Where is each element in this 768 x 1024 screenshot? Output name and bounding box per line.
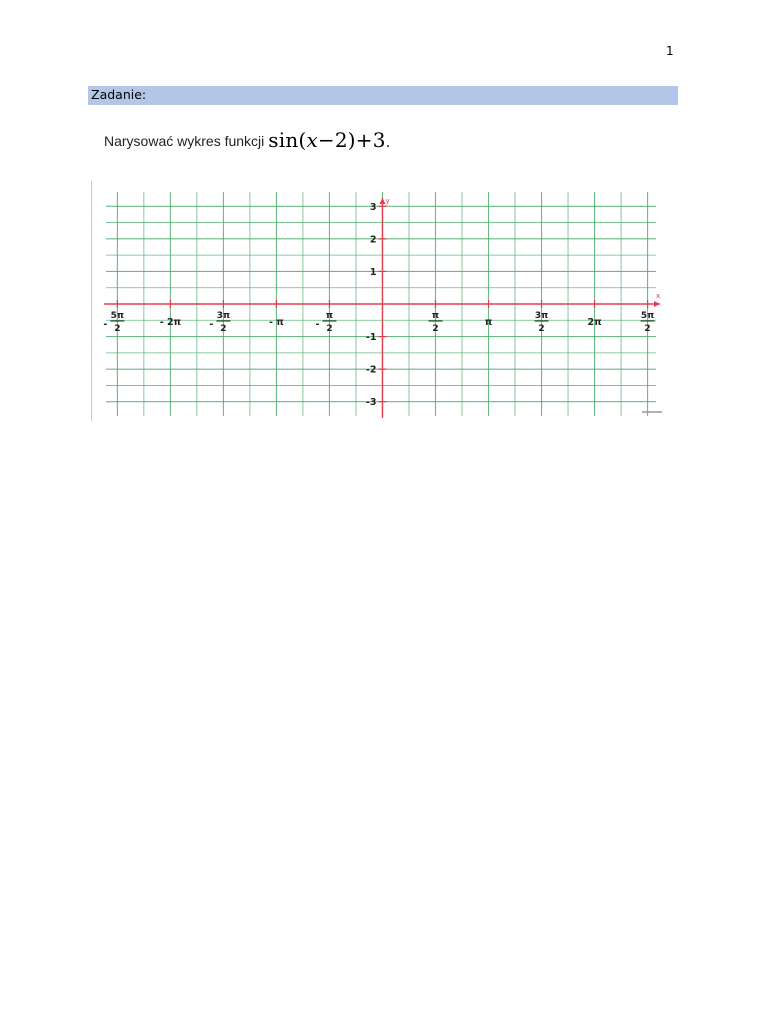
x-tick-label-denominator: 2 <box>220 324 227 334</box>
formula-variable: x <box>306 128 318 152</box>
formula-function-name: sin <box>268 128 299 152</box>
formula-open-paren: ( <box>298 128 307 152</box>
section-header <box>88 86 678 105</box>
formula-remainder: −2)+3 <box>317 128 386 152</box>
formula-period: . <box>385 135 391 151</box>
x-axis-arrow <box>654 301 660 307</box>
x-tick-label: 2π <box>587 317 602 328</box>
y-tick-label: 3 <box>369 201 377 213</box>
x-tick-label: π <box>484 317 493 328</box>
x-tick-label-denominator: 2 <box>538 324 545 334</box>
y-axis-label: y <box>385 197 390 205</box>
x-tick-label-sign: - <box>315 319 320 330</box>
x-tick-label-denominator: 2 <box>114 324 121 334</box>
x-tick-label-sign: - <box>103 319 108 330</box>
x-tick-label-numerator: 3π <box>534 311 549 321</box>
x-tick-label-denominator: 2 <box>432 324 439 334</box>
x-tick-label-numerator: 5π <box>640 311 655 321</box>
coordinate-grid-chart <box>104 190 666 418</box>
x-tick-label: - π <box>269 317 284 328</box>
x-axis-label: x <box>656 292 661 300</box>
task-text: Narysować wykres funkcji <box>104 133 265 149</box>
x-tick-label-sign: - <box>209 319 214 330</box>
x-tick-label-numerator: π <box>325 311 334 321</box>
x-tick-label-numerator: π <box>431 311 440 321</box>
x-tick-label-numerator: 5π <box>110 311 125 321</box>
y-tick-label: -3 <box>365 397 377 409</box>
y-tick-label: 2 <box>369 234 377 246</box>
x-tick-label-numerator: 3π <box>216 311 231 321</box>
x-tick-label-denominator: 2 <box>326 324 333 334</box>
function-formula <box>268 128 390 152</box>
x-tick-label-denominator: 2 <box>644 324 651 334</box>
chart-svg <box>104 190 666 418</box>
task-statement <box>104 120 390 152</box>
y-tick-label: -1 <box>365 332 377 344</box>
figure-border <box>91 181 92 421</box>
page-number: 1 <box>666 44 674 58</box>
y-tick-label: 1 <box>369 266 377 278</box>
section-title: Zadanie: <box>91 87 147 102</box>
y-tick-label: -2 <box>365 364 377 376</box>
x-tick-label: - 2π <box>159 317 182 328</box>
